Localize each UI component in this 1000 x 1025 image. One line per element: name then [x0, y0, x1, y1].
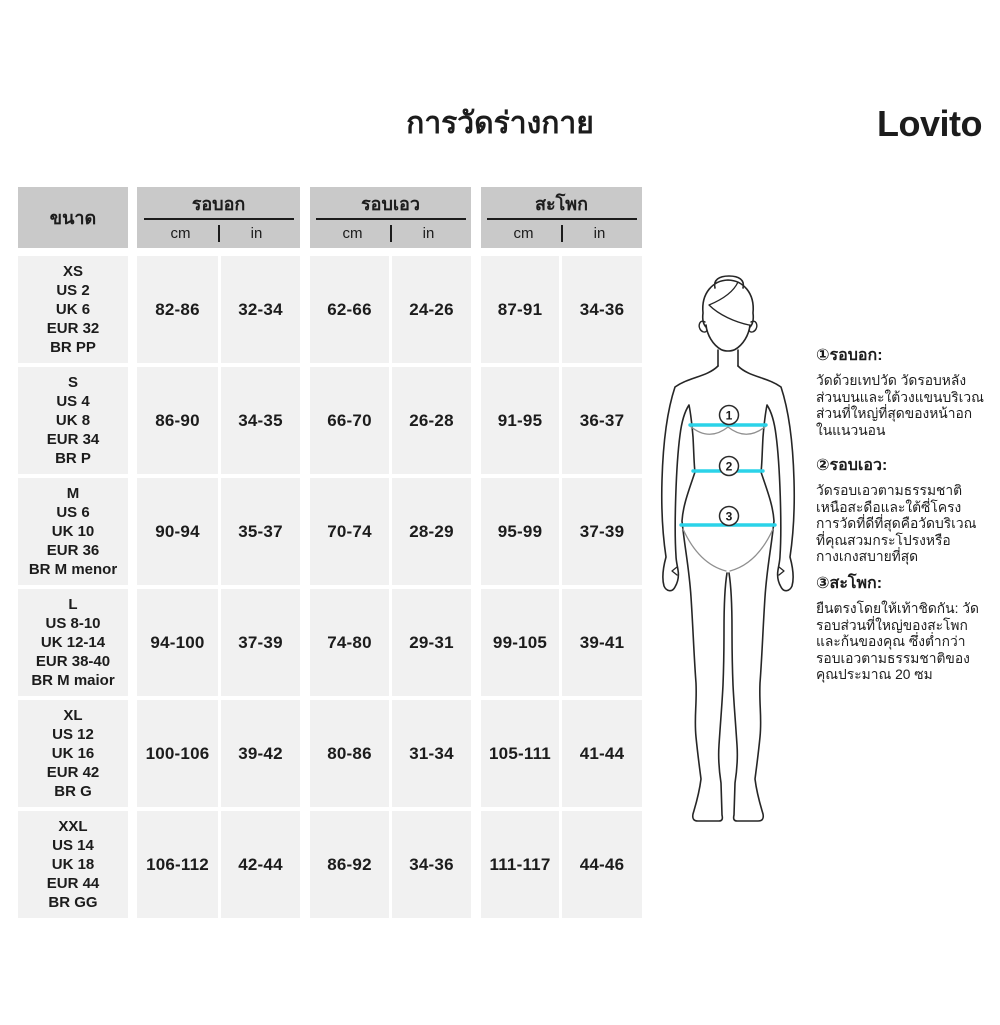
- size-line: EUR 44: [46, 875, 100, 892]
- size-line: L: [68, 596, 78, 613]
- waist-in-cell: 28-29: [392, 478, 471, 585]
- hips-cm-cell: 91-95: [481, 367, 559, 474]
- chest-cm-cell: 86-90: [137, 367, 218, 474]
- chest-in-cell: 34-35: [221, 367, 300, 474]
- chest-in-label: in: [250, 224, 263, 242]
- size-cell: [18, 700, 128, 807]
- marker-1: [720, 406, 739, 425]
- header-divider: [144, 218, 294, 220]
- note-line: ยืนตรงโดยให้เท้าชิดกัน: วัด: [816, 601, 979, 616]
- hips-in-cell: 36-37: [562, 367, 642, 474]
- size-line: BR G: [54, 783, 92, 800]
- table-row: [18, 478, 642, 585]
- hips-cm-cell: 111-117: [481, 811, 559, 918]
- chest-cm-cell: 106-112: [137, 811, 218, 918]
- hips-in-label: in: [593, 224, 606, 242]
- size-line: BR GG: [48, 894, 98, 911]
- waist-in-cell: 29-31: [392, 589, 471, 696]
- hair-outline: [703, 280, 754, 327]
- marker-2-label: 2: [725, 459, 733, 474]
- header-group-waist: [310, 187, 471, 248]
- note-line: เหนือสะดือและใต้ซี่โครง: [816, 499, 962, 515]
- hips-cm-label: cm: [513, 224, 534, 242]
- size-line: UK 8: [55, 412, 91, 429]
- page-title: การวัดร่างกาย: [406, 107, 594, 140]
- header-group-hips: [481, 187, 642, 248]
- size-cell: [18, 478, 128, 585]
- hips-cm-cell: 105-111: [481, 700, 559, 807]
- note-section-hips: [816, 574, 1000, 684]
- note-line: รอบเอวตามธรรมชาติของ: [816, 650, 970, 666]
- size-line: US 4: [56, 393, 90, 410]
- hips-in-cell: 44-46: [562, 811, 642, 918]
- chest-cm-label: cm: [170, 224, 191, 242]
- note-heading-hips: ③สะโพก:: [816, 575, 883, 592]
- hips-cm-cell: 95-99: [481, 478, 559, 585]
- header-group-chest: [137, 187, 300, 248]
- chest-cm-cell: 94-100: [137, 589, 218, 696]
- note-section-waist: [816, 456, 1000, 566]
- hips-cm-cell: 87-91: [481, 256, 559, 363]
- marker-3-label: 3: [725, 509, 733, 524]
- hips-in-cell: 41-44: [562, 700, 642, 807]
- header-divider: [487, 218, 637, 220]
- size-line: UK 16: [51, 745, 95, 762]
- body-figure-svg: [645, 265, 815, 835]
- table-body: [18, 256, 642, 918]
- note-heading-chest: ①รอบอก:: [816, 347, 883, 364]
- chest-in-cell: 37-39: [221, 589, 300, 696]
- size-line: M: [66, 485, 80, 502]
- marker-2: [720, 457, 739, 476]
- size-line: BR P: [55, 450, 91, 467]
- note-line: รอบส่วนที่ใหญ่ของสะโพก: [816, 617, 968, 633]
- note-line: วัดด้วยเทปวัด วัดรอบหลัง: [816, 373, 967, 388]
- hips-in-cell: 39-41: [562, 589, 642, 696]
- note-line: ที่คุณสวมกระโปรงหรือ: [816, 532, 951, 548]
- note-line: การวัดที่ดีที่สุดคือวัดบริเวณ: [816, 516, 977, 531]
- waist-cm-cell: 70-74: [310, 478, 389, 585]
- body-figure: [645, 265, 815, 835]
- header-size-cell: ขนาด: [18, 187, 128, 248]
- size-line: US 8-10: [45, 615, 101, 632]
- size-line: S: [67, 374, 78, 391]
- marker-3: [720, 507, 739, 526]
- table-row: [18, 811, 642, 918]
- size-line: XXL: [58, 818, 88, 835]
- size-line: US 12: [52, 726, 94, 743]
- size-line: XS: [62, 263, 83, 280]
- brand-logo: Lovito: [877, 103, 982, 144]
- note-heading-waist: ②รอบเอว:: [816, 457, 888, 474]
- size-line: US 6: [56, 504, 90, 521]
- note-line: คุณประมาณ 20 ซม: [816, 667, 933, 682]
- bikini-curves: [683, 529, 773, 571]
- size-cell: [18, 589, 128, 696]
- note-section-chest: [816, 346, 1000, 439]
- size-line: EUR 36: [46, 542, 100, 559]
- waist-group-label: รอบเอว: [361, 194, 420, 214]
- note-line: ในแนวนอน: [816, 422, 886, 438]
- size-line: BR M menor: [28, 561, 118, 578]
- waist-in-cell: 31-34: [392, 700, 471, 807]
- size-line: UK 18: [51, 856, 95, 873]
- size-cell: [18, 811, 128, 918]
- chest-cm-cell: 82-86: [137, 256, 218, 363]
- chest-in-cell: 39-42: [221, 700, 300, 807]
- face-outline: [706, 325, 750, 351]
- waist-cm-label: cm: [342, 224, 363, 242]
- size-line: US 2: [56, 282, 90, 299]
- size-line: BR PP: [50, 339, 96, 356]
- note-body-hips: [816, 601, 1000, 684]
- note-line: วัดรอบเอวตามธรรมชาติ: [816, 483, 963, 498]
- table-row: [18, 589, 642, 696]
- hips-in-cell: 37-39: [562, 478, 642, 585]
- header-divider: [316, 218, 466, 220]
- hips-cm-cell: 99-105: [481, 589, 559, 696]
- table-row: [18, 700, 642, 807]
- size-line: EUR 34: [46, 431, 100, 448]
- chest-in-cell: 32-34: [221, 256, 300, 363]
- waist-in-cell: 24-26: [392, 256, 471, 363]
- size-line: BR M maior: [31, 672, 115, 689]
- size-line: XL: [63, 707, 83, 724]
- size-cell: [18, 256, 128, 363]
- chest-in-cell: 35-37: [221, 478, 300, 585]
- note-line: ส่วนที่ใหญ่ที่สุดของหน้าอก: [816, 406, 973, 421]
- chest-in-cell: 42-44: [221, 811, 300, 918]
- size-line: EUR 38-40: [35, 653, 111, 670]
- size-cell: [18, 367, 128, 474]
- waist-in-label: in: [422, 224, 435, 242]
- thumb-notch: [672, 567, 677, 575]
- size-line: UK 10: [51, 523, 95, 540]
- size-table: [18, 187, 642, 918]
- neck-lines: [718, 350, 738, 366]
- size-line: UK 6: [55, 301, 91, 318]
- waist-cm-cell: 66-70: [310, 367, 389, 474]
- size-line: EUR 32: [46, 320, 100, 337]
- note-body-waist: [816, 483, 1000, 566]
- note-line: กางเกงสบายที่สุด: [816, 549, 919, 564]
- marker-1-label: 1: [725, 408, 733, 423]
- size-line: EUR 42: [46, 764, 100, 781]
- size-line: UK 12-14: [40, 634, 106, 651]
- thumb-notch: [779, 567, 784, 575]
- chest-curves: [690, 426, 766, 434]
- body-outline: [662, 366, 795, 821]
- table-row: [18, 256, 642, 363]
- hips-group-label: สะโพก: [534, 194, 589, 214]
- waist-cm-cell: 74-80: [310, 589, 389, 696]
- waist-cm-cell: 80-86: [310, 700, 389, 807]
- chest-cm-cell: 100-106: [137, 700, 218, 807]
- size-line: US 14: [52, 837, 94, 854]
- waist-in-cell: 26-28: [392, 367, 471, 474]
- table-row: [18, 367, 642, 474]
- waist-in-cell: 34-36: [392, 811, 471, 918]
- note-line: ส่วนบนและใต้วงแขนบริเวณ: [816, 389, 984, 405]
- chest-cm-cell: 90-94: [137, 478, 218, 585]
- note-line: และก้นของคุณ ซึ่งต่ำกว่า: [816, 634, 966, 649]
- note-body-chest: [816, 373, 1000, 439]
- chest-group-label: รอบอก: [191, 194, 246, 214]
- table-header: [18, 187, 642, 248]
- waist-cm-cell: 86-92: [310, 811, 389, 918]
- waist-cm-cell: 62-66: [310, 256, 389, 363]
- hips-in-cell: 34-36: [562, 256, 642, 363]
